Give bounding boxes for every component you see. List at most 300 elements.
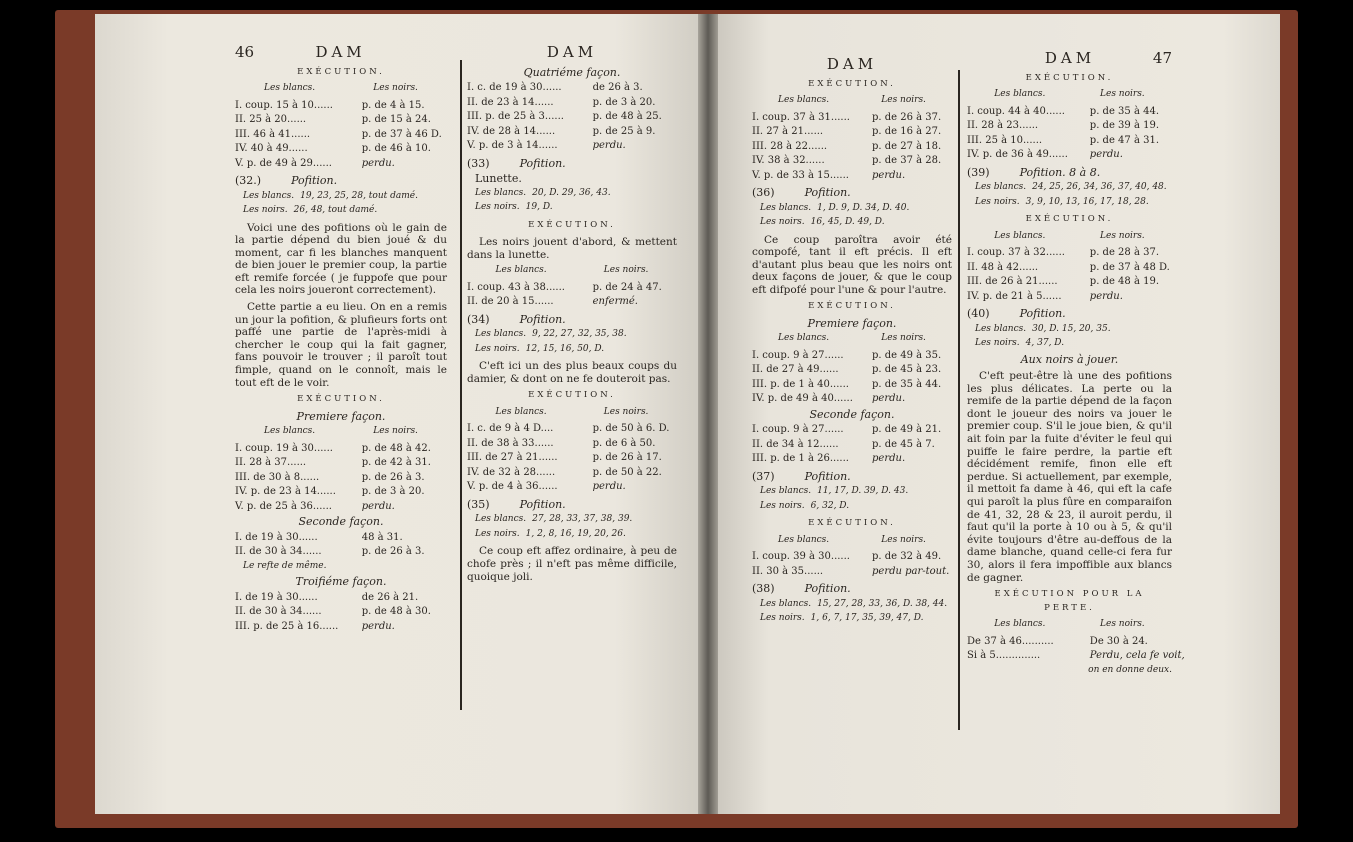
move-noirs: p. de 42 à 31. — [361, 457, 431, 469]
move-row — [235, 485, 447, 499]
move-noirs: perdu. — [592, 481, 626, 493]
move-blancs: I. coup. 39 à 30...... — [752, 551, 850, 563]
move-blancs: IV. 40 à 49...... — [235, 143, 308, 154]
move-row — [467, 295, 677, 309]
position-heading — [967, 307, 1172, 321]
position-number: (37) — [752, 469, 775, 483]
moves-list — [235, 591, 447, 634]
header-blancs: Les blancs. — [994, 619, 1046, 630]
moves-list — [467, 81, 677, 153]
left-page-column-1 — [235, 43, 447, 634]
move-row — [752, 111, 952, 125]
position-noirs — [760, 612, 952, 626]
note: Le refte de même. — [243, 560, 327, 571]
note-value: 6, 32, D. — [810, 500, 850, 511]
move-noirs: p. de 37 à 48 D. — [1089, 261, 1170, 273]
paragraph: Ce coup paroîtra avoir été compofé, tant il eft précis. Il eft d'autant plus beau que les noirs ont deux façons de jouer, & que le coup eft difpofé pour l'une & pour l'autre. — [752, 233, 952, 296]
column-headers — [467, 406, 677, 420]
position-noirs — [760, 216, 952, 230]
move-row — [235, 531, 447, 545]
position-heading — [752, 186, 952, 200]
column-headers — [235, 82, 447, 96]
right-page-column-1 — [752, 55, 952, 627]
move-row — [752, 125, 952, 139]
note-value: 1, 2, 8, 16, 19, 20, 26. — [525, 528, 626, 539]
move-row — [235, 471, 447, 485]
header-blancs: Les blancs. — [994, 89, 1046, 99]
move-blancs: II. 48 à 42...... — [967, 261, 1039, 273]
move-row — [467, 96, 677, 110]
move-row — [752, 378, 952, 392]
header-blancs: Les blancs. — [264, 83, 316, 93]
move-row — [235, 545, 447, 559]
move-blancs: I. c. de 19 à 30...... — [467, 82, 562, 93]
column-headers — [752, 94, 952, 108]
position-title: Pofition. — [804, 582, 851, 596]
move-row — [235, 157, 447, 171]
header-blancs: Les blancs. — [495, 406, 547, 417]
left-page-column-2 — [467, 43, 677, 586]
paragraph: Cette partie a eu lieu. On en a remis un jour la pofition, & plufieurs forts ont paffé une partie de l'après-midi à chercher le coup qui la fait gagner, fans pouvoir le trouver ; il paroît tout fimple, quand on le connoît, mais le tout eft de le voir. — [235, 301, 447, 389]
tail-note: on en donne deux. — [1088, 664, 1172, 675]
note-label: Les noirs. — [760, 217, 805, 227]
note-value: 26, 48, tout damé. — [293, 205, 378, 215]
running-head — [235, 43, 447, 61]
position-title: Pofition. — [291, 174, 338, 187]
move-blancs: II. 30 à 35...... — [752, 565, 824, 577]
running-head-title: DAM — [315, 43, 366, 61]
note-label: Les blancs. — [760, 598, 812, 609]
move-noirs: perdu. — [361, 620, 395, 632]
note-value: 4, 37, D. — [1025, 338, 1065, 348]
move-blancs: IV. de 32 à 28...... — [467, 466, 556, 478]
move-noirs: p. de 35 à 44. — [872, 378, 942, 390]
note-label: Les noirs. — [975, 196, 1020, 207]
header-blancs: Les blancs. — [778, 333, 830, 344]
move-noirs: p. de 47 à 31. — [1089, 134, 1160, 146]
move-blancs: III. de 27 à 21...... — [467, 452, 558, 464]
move-noirs: perdu. — [1089, 290, 1123, 302]
header-noirs: Les noirs. — [881, 95, 926, 105]
moves-list — [235, 99, 447, 171]
header-noirs: Les noirs. — [603, 265, 649, 276]
move-blancs: I. coup. 9 à 27...... — [752, 349, 844, 361]
section-heading: EXÉCUTION. — [1025, 214, 1114, 224]
running-head-title: DAM — [546, 43, 598, 61]
header-noirs: Les noirs. — [603, 406, 649, 417]
note-label: Les noirs. — [760, 613, 805, 624]
move-noirs: p. de 48 à 19. — [1089, 276, 1160, 287]
section-heading: EXÉCUTION. — [528, 219, 616, 230]
move-row — [752, 363, 952, 377]
move-noirs: perdu. — [872, 169, 906, 181]
column-headers — [752, 332, 952, 346]
note-value: 12, 15, 16, 50, D. — [525, 343, 605, 354]
page-number: 46 — [235, 43, 255, 61]
moves-list — [752, 111, 952, 183]
position-number: (40) — [967, 307, 990, 320]
position-noirs — [975, 337, 1172, 351]
move-row — [235, 620, 447, 634]
right-page-column-2 — [967, 49, 1185, 677]
moves-list — [967, 105, 1172, 162]
position-noirs — [475, 201, 677, 215]
move-row — [467, 437, 677, 451]
note-value: 1, 6, 7, 17, 35, 39, 47, D. — [810, 613, 924, 624]
move-blancs: V. p. de 25 à 36...... — [235, 500, 332, 512]
subsection-title: Premiere façon. — [296, 409, 386, 423]
position-noirs — [760, 500, 952, 514]
move-row — [752, 169, 952, 183]
move-row — [235, 456, 447, 470]
move-blancs: II. 27 à 21...... — [752, 126, 824, 137]
move-noirs: perdu. — [592, 140, 626, 151]
position-blancs — [243, 190, 447, 204]
move-noirs: p. de 26 à 3. — [361, 546, 425, 558]
header-blancs: Les blancs. — [495, 265, 547, 276]
move-blancs: I. coup. 37 à 31...... — [752, 111, 850, 123]
move-blancs: II. de 20 à 15...... — [467, 296, 554, 308]
header-noirs: Les noirs. — [373, 426, 418, 437]
running-head-title: DAM — [1044, 49, 1096, 67]
position-blancs — [760, 598, 952, 612]
note-value: 3, 9, 10, 13, 16, 17, 18, 28. — [1025, 196, 1149, 207]
header-blancs: Les blancs. — [994, 230, 1046, 241]
position-noirs — [475, 343, 677, 357]
move-noirs: p. de 6 à 50. — [592, 437, 656, 449]
move-blancs: Si à 5.............. — [967, 650, 1041, 662]
move-blancs: III. p. de 25 à 3...... — [467, 111, 564, 122]
moves-list — [752, 423, 952, 466]
move-row — [967, 635, 1172, 649]
move-noirs: p. de 37 à 46 D. — [361, 128, 442, 140]
move-noirs: p. de 48 à 42. — [361, 442, 431, 454]
move-row — [235, 442, 447, 456]
subsection-title: Quatriéme façon. — [523, 65, 621, 79]
subsection-title: Premiere façon. — [807, 316, 897, 330]
note-label: Les noirs. — [475, 202, 520, 212]
move-blancs: III. de 26 à 21...... — [967, 276, 1058, 287]
position-number: (35) — [467, 497, 490, 511]
position-blancs — [760, 485, 952, 499]
move-noirs: p. de 26 à 37. — [872, 111, 942, 123]
move-row — [235, 99, 447, 113]
move-row — [752, 565, 952, 579]
moves-list — [752, 349, 952, 406]
move-blancs: I. coup. 43 à 38...... — [467, 281, 565, 293]
move-row — [752, 550, 952, 564]
position-title: Pofition. — [519, 497, 566, 511]
move-blancs: II. 28 à 23...... — [967, 120, 1039, 131]
position-title: Pofition. 8 à 8. — [1019, 165, 1101, 179]
column-rule — [958, 70, 960, 730]
note-label: Les blancs. — [975, 323, 1027, 334]
move-blancs: I. coup. 9 à 27...... — [752, 424, 844, 436]
move-blancs: V. p. de 4 à 36...... — [467, 481, 558, 493]
move-row — [752, 438, 952, 452]
column-headers — [967, 618, 1172, 632]
move-row — [752, 349, 952, 363]
moves-list — [235, 442, 447, 514]
note-value: 19, 23, 25, 28, tout damé. — [300, 190, 418, 201]
moves-list — [967, 635, 1185, 663]
move-row — [967, 261, 1172, 275]
paragraph: Les noirs jouent d'abord, & mettent dans la lunette. — [467, 236, 677, 261]
move-noirs: p. de 28 à 37. — [1089, 247, 1160, 258]
section-heading: EXÉCUTION. — [528, 390, 616, 401]
position-heading — [467, 313, 677, 327]
move-blancs: IV. 38 à 32...... — [752, 155, 825, 166]
section-heading: EXÉCUTION. — [297, 66, 385, 77]
lunette-label: Lunette. — [475, 172, 522, 185]
move-noirs: perdu par-tout. — [872, 565, 950, 577]
subsection-title: Aux noirs à jouer. — [1020, 352, 1119, 366]
position-heading — [235, 174, 447, 188]
move-noirs: p. de 16 à 27. — [872, 126, 942, 137]
moves-list — [235, 531, 447, 559]
running-head — [752, 55, 952, 73]
move-noirs: perdu. — [872, 453, 906, 465]
header-blancs: Les blancs. — [264, 426, 316, 437]
move-noirs: p. de 39 à 19. — [1089, 120, 1160, 131]
move-noirs: p. de 24 à 47. — [592, 281, 662, 293]
header-noirs: Les noirs. — [373, 83, 418, 93]
move-noirs: p. de 49 à 21. — [872, 424, 942, 436]
move-blancs: III. 28 à 22...... — [752, 140, 828, 152]
move-noirs: perdu. — [1089, 149, 1123, 160]
section-heading: EXÉCUTION. — [297, 394, 385, 405]
header-noirs: Les noirs. — [881, 534, 926, 545]
move-noirs: p. de 35 à 44. — [1089, 105, 1160, 117]
position-blancs — [760, 202, 952, 216]
note-label: Les noirs. — [475, 528, 520, 539]
section-heading: EXÉCUTION. — [808, 78, 896, 89]
move-row — [235, 605, 447, 619]
position-number: (39) — [967, 165, 990, 179]
position-number: (38) — [752, 582, 775, 596]
move-row — [467, 81, 677, 95]
position-title: Pofition. — [519, 312, 566, 326]
move-noirs: p. de 27 à 18. — [872, 140, 942, 152]
position-heading — [467, 157, 677, 171]
move-blancs: I. coup. 37 à 32...... — [967, 247, 1065, 258]
note-label: Les noirs. — [475, 343, 520, 354]
note-value: 1, D. 9, D. 34, D. 40. — [817, 202, 910, 213]
move-blancs: III. 46 à 41...... — [235, 128, 311, 140]
move-blancs: III. p. de 1 à 40...... — [752, 378, 849, 390]
paragraph: Voici une des pofitions où le gain de la partie dépend du bien joué & du moment, car fi les blanches manquent de bien jouer le premier coup, la partie eft remife forcée ( je fuppofe que pour cela les noirs joueront correctement). — [235, 221, 447, 297]
move-row — [967, 134, 1172, 148]
column-headers — [235, 425, 447, 439]
position-noirs — [475, 528, 677, 542]
move-noirs: p. de 45 à 7. — [872, 438, 935, 450]
position-heading — [967, 166, 1172, 180]
move-row — [467, 281, 677, 295]
move-row — [235, 500, 447, 514]
position-number: (32.) — [235, 174, 262, 187]
header-blancs: Les blancs. — [778, 534, 830, 545]
move-row — [467, 110, 677, 124]
position-blancs — [975, 323, 1172, 337]
move-blancs: II. 28 à 37...... — [235, 457, 307, 469]
move-blancs: IV. de 28 à 14...... — [467, 125, 556, 137]
move-blancs: III. p. de 25 à 16...... — [235, 620, 339, 632]
note-label: Les blancs. — [475, 329, 527, 340]
note-label: Les blancs. — [760, 486, 812, 497]
move-row — [967, 246, 1172, 260]
move-noirs: p. de 3 à 20. — [361, 486, 425, 498]
move-row — [235, 128, 447, 142]
note-value: 27, 28, 33, 37, 38, 39. — [532, 514, 633, 525]
move-blancs: V. p. de 49 à 29...... — [235, 157, 332, 169]
move-blancs: III. p. de 1 à 26...... — [752, 453, 849, 465]
note-label: Les noirs. — [243, 205, 288, 215]
move-noirs: p. de 15 à 24. — [361, 114, 431, 125]
move-blancs: II. de 30 à 34...... — [235, 546, 322, 558]
move-noirs: De 30 à 24. — [1089, 635, 1148, 647]
position-blancs — [475, 328, 677, 342]
position-noirs — [243, 204, 447, 218]
move-noirs: p. de 3 à 20. — [592, 96, 656, 108]
note-label: Les blancs. — [975, 182, 1027, 192]
move-noirs: p. de 4 à 15. — [361, 99, 425, 111]
header-noirs: Les noirs. — [1100, 230, 1145, 241]
move-blancs: I. de 19 à 30...... — [235, 591, 318, 603]
position-heading — [752, 470, 952, 484]
note-label: Les blancs. — [475, 514, 527, 525]
move-noirs: p. de 37 à 28. — [872, 155, 942, 166]
move-noirs: p. de 48 à 25. — [592, 111, 662, 122]
position-blancs — [475, 187, 677, 201]
section-heading: EXÉCUTION. — [808, 518, 896, 529]
column-headers — [967, 230, 1172, 244]
move-blancs: I. coup. 19 à 30...... — [235, 442, 333, 454]
note-label: Les noirs. — [760, 500, 805, 511]
move-noirs: Perdu, cela fe voit, — [1089, 650, 1185, 662]
move-noirs: p. de 50 à 6. D. — [592, 423, 670, 435]
subsection-title: Seconde façon. — [298, 515, 384, 529]
move-noirs: enfermé. — [592, 296, 638, 308]
position-title: Pofition. — [804, 186, 851, 199]
moves-list — [467, 422, 677, 494]
note-value: 20, D. 29, 36, 43. — [532, 187, 611, 198]
running-head — [467, 43, 677, 61]
position-heading — [467, 498, 677, 512]
move-blancs: II. de 27 à 49...... — [752, 364, 839, 376]
header-noirs: Les noirs. — [881, 333, 926, 344]
move-row — [467, 451, 677, 465]
move-noirs: p. de 26 à 3. — [361, 471, 425, 483]
move-row — [967, 148, 1172, 162]
note-value: 24, 25, 26, 34, 36, 37, 40, 48. — [1032, 182, 1167, 192]
move-row — [752, 452, 952, 466]
position-blancs — [975, 181, 1172, 195]
column-headers — [967, 88, 1172, 102]
move-row — [467, 466, 677, 480]
move-blancs: II. de 30 à 34...... — [235, 606, 322, 618]
header-noirs: Les noirs. — [1100, 89, 1145, 99]
move-blancs: IV. p. de 23 à 14...... — [235, 486, 336, 498]
move-row — [967, 275, 1172, 289]
note-value: 15, 27, 28, 33, 36, D. 38, 44. — [817, 598, 948, 609]
move-row — [235, 113, 447, 127]
note-label: Les blancs. — [475, 187, 527, 198]
move-row — [752, 154, 952, 168]
move-noirs: p. de 32 à 49. — [872, 551, 942, 563]
move-noirs: p. de 46 à 10. — [361, 143, 431, 154]
move-row — [752, 392, 952, 406]
subsection-title: Troifiéme façon. — [295, 575, 387, 589]
move-row — [752, 140, 952, 154]
move-row — [967, 105, 1172, 119]
moves-list — [967, 246, 1172, 303]
move-blancs: I. de 19 à 30...... — [235, 531, 318, 543]
move-blancs: I. coup. 44 à 40...... — [967, 105, 1065, 117]
move-blancs: I. coup. 15 à 10...... — [235, 99, 333, 111]
move-blancs: II. 25 à 20...... — [235, 114, 307, 125]
column-headers — [752, 534, 952, 548]
move-row — [967, 290, 1172, 304]
running-head-title: DAM — [826, 55, 878, 73]
note-label: Les noirs. — [975, 338, 1020, 348]
position-blancs — [475, 513, 677, 527]
move-noirs: p. de 26 à 17. — [592, 452, 662, 464]
position-noirs — [975, 196, 1172, 210]
move-blancs: III. 25 à 10...... — [967, 134, 1043, 146]
move-blancs: IV. p. de 36 à 49...... — [967, 149, 1068, 160]
move-noirs: p. de 25 à 9. — [592, 125, 656, 137]
column-headers — [467, 264, 677, 278]
move-blancs: II. de 34 à 12...... — [752, 438, 839, 450]
note-value: 11, 17, D. 39, D. 43. — [817, 486, 909, 497]
book-gutter — [698, 14, 718, 814]
move-row — [467, 139, 677, 153]
position-title: Pofition. — [1019, 307, 1066, 320]
move-row — [467, 480, 677, 494]
move-noirs: perdu. — [872, 393, 906, 405]
position-title: Pofition. — [804, 469, 851, 483]
move-blancs: I. c. de 9 à 4 D.... — [467, 423, 554, 435]
move-blancs: De 37 à 46.......... — [967, 635, 1054, 647]
section-heading: EXÉCUTION. — [808, 301, 896, 312]
move-blancs: IV. p. de 21 à 5...... — [967, 290, 1062, 302]
note-value: 19, D. — [525, 202, 553, 212]
running-head — [967, 49, 1172, 67]
move-blancs: III. de 30 à 8...... — [235, 471, 320, 483]
move-blancs: IV. p. de 49 à 40...... — [752, 393, 853, 405]
position-heading — [752, 582, 952, 596]
note-value: 16, 45, D. 49, D. — [810, 217, 885, 227]
note-value: 30, D. 15, 20, 35. — [1032, 323, 1111, 334]
move-blancs: V. p. de 3 à 14...... — [467, 140, 558, 151]
position-number: (34) — [467, 312, 490, 326]
paragraph: C'eft peut-être là une des pofitions les plus délicates. La perte ou la remife de la partie dépend de la façon dont le joueur des noirs va jouer le premier coup. S'il le joue bien, & qu'il ait foin par la fuite d'éviter le feul qui puiffe le faire perdre, la partie eft décidément remife, finon elle eft perdue. Si actuellement, par exemple, il mettoit fa dame à 46, qui eft la cafe qui paroît la plus fûre en comparaifon de 41, 32, 28 & 23, il auroit perdu, il faut qu'il la porte à 10 ou à 5, & qu'il évite toujours d'être au-deffous de la dame blanche, quand celle-ci fera fur 30, alors il fera impoffible aux blancs de gagner. — [967, 370, 1172, 584]
position-number: (33) — [467, 156, 490, 170]
position-title: Pofition. — [519, 156, 566, 170]
subsection-title: Seconde façon. — [809, 407, 895, 421]
position-number: (36) — [752, 186, 775, 199]
move-blancs: II. de 38 à 33...... — [467, 437, 554, 449]
move-blancs: II. de 23 à 14...... — [467, 96, 554, 108]
section-heading: EXÉCUTION. — [1025, 72, 1114, 83]
header-noirs: Les noirs. — [1100, 619, 1145, 630]
move-row — [467, 125, 677, 139]
note-label: Les blancs. — [760, 202, 812, 213]
note-label: Les blancs. — [243, 190, 295, 201]
move-noirs: perdu. — [361, 500, 395, 512]
move-row — [467, 422, 677, 436]
note-value: 9, 22, 27, 32, 35, 38. — [532, 329, 627, 340]
